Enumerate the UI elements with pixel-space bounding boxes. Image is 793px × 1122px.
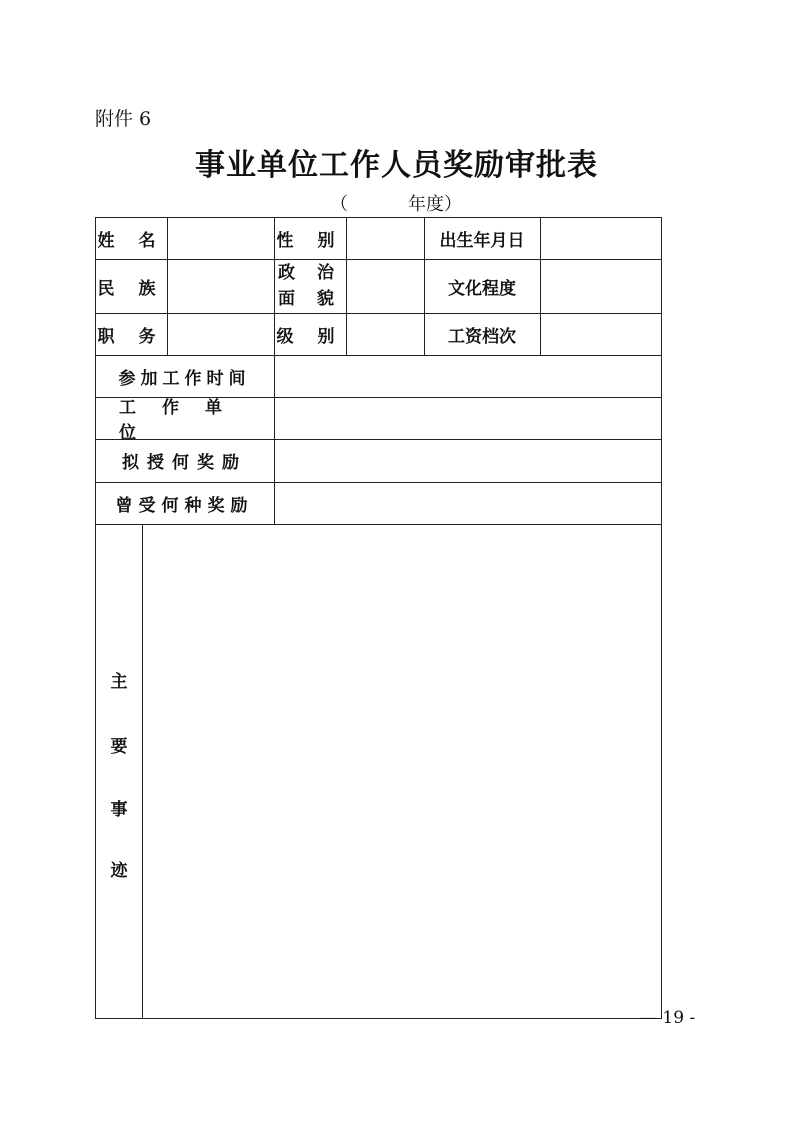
position-label: 职 务 xyxy=(97,326,165,347)
level-field[interactable] xyxy=(346,313,424,355)
position-field[interactable] xyxy=(167,313,274,355)
birth-label: 出生年月日 xyxy=(439,230,525,251)
political-status-label xyxy=(274,259,346,313)
past-award-label: 曾受何种奖励 xyxy=(115,495,254,516)
work-start-field[interactable] xyxy=(274,355,662,397)
salary-grade-field[interactable] xyxy=(540,313,662,355)
salary-grade-label: 工资档次 xyxy=(448,326,516,347)
work-unit-label: 工作单位 xyxy=(119,398,248,443)
education-field[interactable] xyxy=(540,259,662,313)
proposed-award-field[interactable] xyxy=(274,439,662,482)
proposed-award-label: 拟授何奖励 xyxy=(122,453,247,473)
page-number: — 19 - xyxy=(640,1008,696,1028)
political-status-label-line2: 面 貌 xyxy=(278,289,342,309)
main-deeds-label-char-1: 主 xyxy=(110,672,128,692)
attachment-label: 附件 6 xyxy=(95,108,152,130)
main-deeds-label-char-3: 事 xyxy=(110,800,128,820)
level-label: 级 别 xyxy=(276,326,344,347)
past-award-field[interactable] xyxy=(274,482,662,524)
name-label: 姓 名 xyxy=(97,230,165,251)
birth-field[interactable] xyxy=(540,217,662,259)
work-start-label: 参加工作时间 xyxy=(118,368,251,389)
political-status-label-line1: 政 治 xyxy=(278,263,342,283)
page-title: 事业单位工作人员奖励审批表 xyxy=(195,148,598,183)
ethnicity-field[interactable] xyxy=(167,259,274,313)
gender-label: 性 别 xyxy=(276,230,344,251)
work-unit-field[interactable] xyxy=(274,397,662,439)
gender-field[interactable] xyxy=(346,217,424,259)
political-status-field[interactable] xyxy=(346,259,424,313)
year-label: 年度） xyxy=(408,194,462,215)
education-label: 文化程度 xyxy=(448,278,516,299)
year-line xyxy=(330,190,462,216)
name-field[interactable] xyxy=(167,217,274,259)
main-deeds-field[interactable] xyxy=(143,525,661,1018)
ethnicity-label: 民 族 xyxy=(97,278,165,299)
main-deeds-label-char-4: 迹 xyxy=(110,861,128,881)
main-deeds-label-char-2: 要 xyxy=(110,737,128,757)
year-open-paren: （ xyxy=(330,194,348,215)
